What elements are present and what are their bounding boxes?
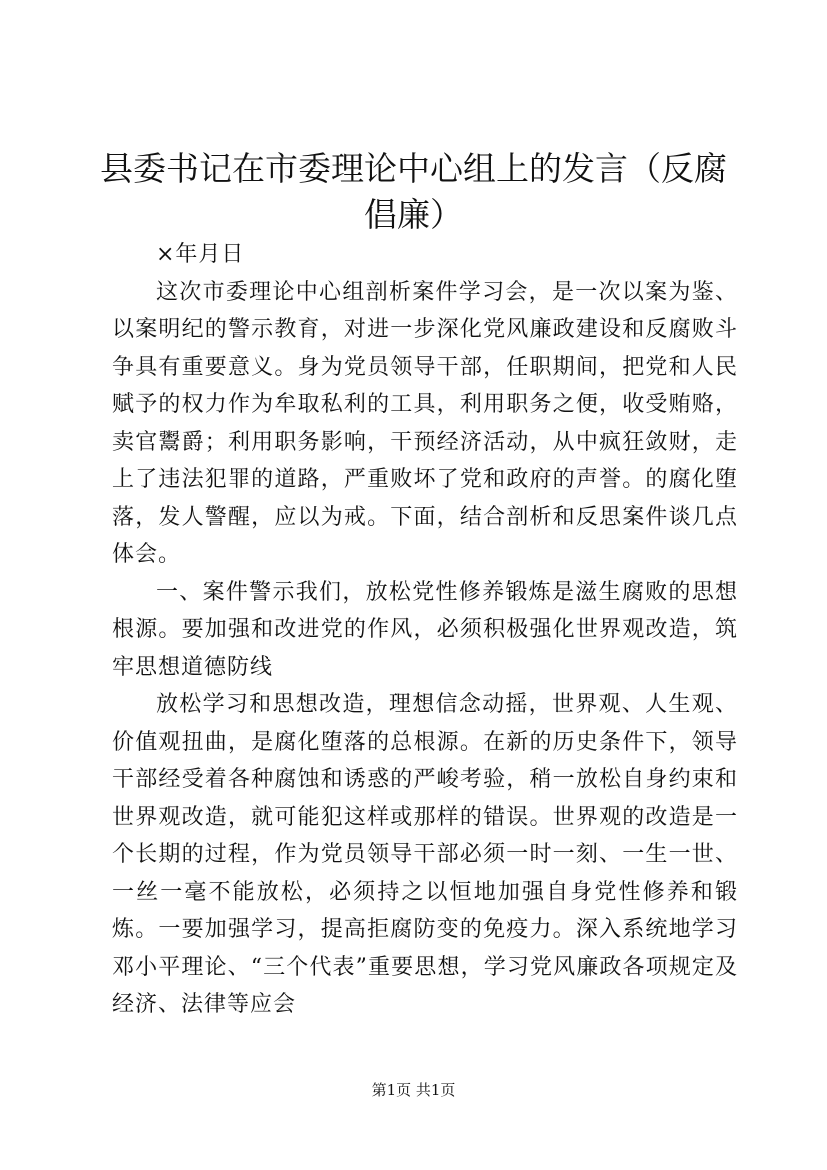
document-title: 县委书记在市委理论中心组上的发言（反腐倡廉） bbox=[100, 149, 727, 234]
section-heading-paragraph: 一、案件警示我们，放松党性修养锻炼是滋生腐败的思想根源。要加强和改进党的作风，必须积极强化世界观改造，筑牢思想道德防线 bbox=[112, 579, 738, 680]
date-line: ×年月日 bbox=[156, 242, 245, 267]
document-body bbox=[112, 236, 738, 1024]
paragraph: 放松学习和思想改造，理想信念动摇，世界观、人生观、价值观扭曲，是腐化堕落的总根源。在新的历史条件下，领导干部经受着各种腐蚀和诱惑的严峻考验，稍一放松自身约束和世界观改造，就可能犯这样或那样的错误。世界观的改造是一个长期的过程，作为党员领导干部必须一时一刻、一生一世、一丝一毫不能放松，必须持之以恒地加强自身党性修养和锻炼。一要加强学习，提高拒腐防变的免疫力。深入系统地学习邓小平理论、“三个代表”重要思想，学习党风廉政各项规定及经济、法律等应会 bbox=[112, 692, 738, 1017]
page-footer: 第1页 共1页 bbox=[371, 1081, 456, 1099]
paragraph: 这次市委理论中心组剖析案件学习会，是一次以案为鉴、以案明纪的警示教育，对进一步深化党风廉政建设和反腐败斗争具有重要意义。身为党员领导干部，任职期间，把党和人民赋予的权力作为牟取私利的工具，利用职务之便，收受贿赂，卖官鬻爵；利用职务影响，干预经济活动，从中疯狂敛财，走上了违法犯罪的道路，严重败坏了党和政府的声誉。的腐化堕落，发人警醒，应以为戒。下面，结合剖析和反思案件谈几点体会。 bbox=[112, 279, 738, 567]
